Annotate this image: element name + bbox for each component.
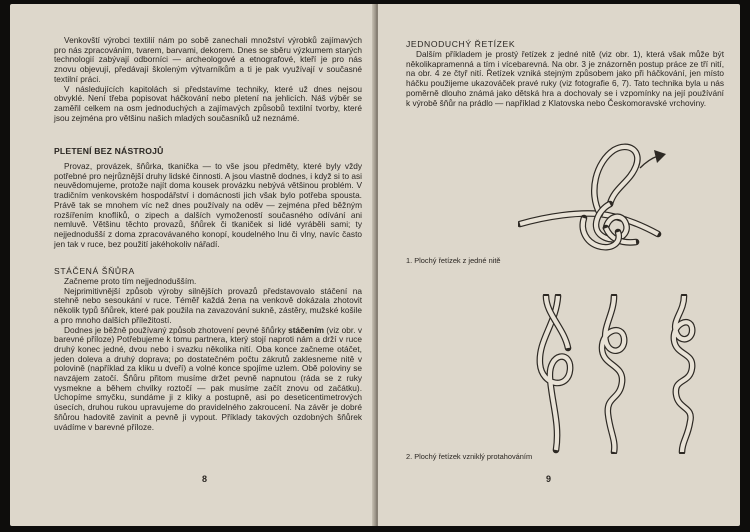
- section2-p3-start: Dodnes je běžně používaný způsob zhotovení pevné šňůrky: [64, 324, 289, 335]
- right-page: [378, 4, 740, 526]
- section2-paragraph-2: Nejprimitivnější způsob výroby silnějších provazů představovalo stáčení na stehně nebo sesoukání v ruce. Téměř každá žena na venkově dokázala zhotovit několik typů šňůrek, které pak použila na zavazování sukně, zástěry, mužské košile a pro mnoho dalších příležitostí.: [54, 285, 362, 325]
- section-heading-pleteni: PLETENÍ BEZ NÁSTROJŮ: [54, 146, 164, 156]
- section2-p3-bold: stáčením: [288, 324, 325, 335]
- intro-paragraph-1: Venkovští výrobci textilií nám po sobě zanechali množství výrobků zajímavých pro nás zpracováním, tvarem, barvami, dekorem. Dnes se sběru výzkumem starých technologií zabývají odborníci — archeologové a etnografové, kteří je pro nás znovu objevují, předávají školeným výtvarníkům a ti je pak využívají v současné textilní práci.: [54, 35, 362, 84]
- section2-paragraph-3: [54, 326, 362, 433]
- chain-stage-1: [540, 296, 570, 450]
- caption-figure-2: 2. Plochý řetízek vzniklý protahováním: [406, 452, 533, 461]
- right-heading: JEDNODUCHÝ ŘETÍZEK: [406, 39, 516, 49]
- section2-paragraph-1: Začneme proto tím nejjednodušším.: [64, 276, 197, 286]
- arrow-icon: [640, 150, 666, 168]
- left-page: [10, 4, 376, 526]
- section1-paragraph: Provaz, provázek, šňůrka, tkanička — to vše jsou předměty, které byly vždy potřebné pro nejrůznější druhy lidské činnosti. A jsou vlastně dodnes, i když si to asi neuvědomujeme, protože najít doma kousek provázku nebývá většinou problém. V tradičním venkovském hospodářství i domácnosti jich však bylo potřeba spousta. Právě tak se mnohem víc než dnes používaly na oděv — zejména před běžným rozšířením knoflíků, o zipech a dalších vymožeností současného odívání ani nemluvě. Většinu těchto provazů, šňůrek či tkaniček si lidé vyráběli sami; ty nejjednodušší z doma zpracovávaného konopí, koudelného lnu či vlny, navíc často jen tak v ruce, bez použití jakéhokoliv nářadí.: [54, 161, 362, 249]
- page-number-right: 9: [546, 474, 552, 484]
- figure-1-rope: [520, 147, 658, 247]
- chain-stage-3: [674, 296, 692, 452]
- figure-2-chains: [498, 294, 728, 454]
- section2-text: [54, 277, 362, 432]
- right-paragraph: Dalším příkladem je prostý řetízek z jedné nitě (viz obr. 1), která však může být několikapramenná a tím i vícebarevná. Na obr. 3 je znázorněn postup práce ze tří nití, na obr. 4 ze čtyř nití. Řetízek vzniká stejným způsobem jako při háčkování, jen místo háčku použijeme ukazováček pravé ruky (viz fotografie 6, 7). Tato technika byla u nás poměrně dlouho známá jako dětská hra a dochovaly se i vzpomínky na její používání k výrobě šňůr na prádlo — například z Klatovska nebo Českomoravské vrchoviny.: [406, 49, 724, 108]
- intro-paragraph-2: V následujících kapitolách si představíme techniky, které už dnes nejsou obvyklé. Není třeba popisovat háčkování nebo pletení na jehlicích. Náš výběr se zaměřil celkem na osm jednoduchých a zajímavých způsobů textilní tvorby, které jsou zejména pro většinu našich mladých současníků už neznámé.: [54, 83, 362, 123]
- book-spread: [6, 4, 744, 526]
- section1-text: [54, 162, 362, 249]
- section2-p3-end: (viz obr. v barevné příloze) Potřebujeme k tomu partnera, který stojí naproti nám a drží v ruce druhý konec jedné, dvou nebo i svazku několika nití. Oba konce začneme otáčet, jeden doleva a druhý doprava; po dostatečném počtu zákrutů zaklesneme nitě v polovině (například za kliku u dveří) a volné konce spojíme uzlem. Obě poloviny se navzájem zatočí. Šňůru přitom musíme držet pevně napnutou (ráda se z ruky vysmekne a během chvilky roztočí — pak musíme začít znovu od začátku). Uchopíme smyčku, sundáme ji z kliky a postupně, asi po deseticentimetrových úsecích, druhou rukou upravujeme do pravidelného zakroucení. Na závěr je dobré šňůrou hadovitě zavinit a pevně ji vypout. Příklady takových ozdobných šňůrek uvádíme v barevné příloze.: [54, 324, 363, 432]
- chain-stage-2: [602, 296, 624, 452]
- figure-1-knot: [518, 132, 678, 262]
- section-heading-stacena: STÁČENÁ ŠŇŮRA: [54, 266, 135, 276]
- left-intro-text: [54, 36, 362, 123]
- page-number-left: 8: [202, 474, 208, 484]
- caption-figure-1: 1. Plochý řetízek z jedné nitě: [406, 256, 501, 265]
- right-text: [406, 50, 724, 108]
